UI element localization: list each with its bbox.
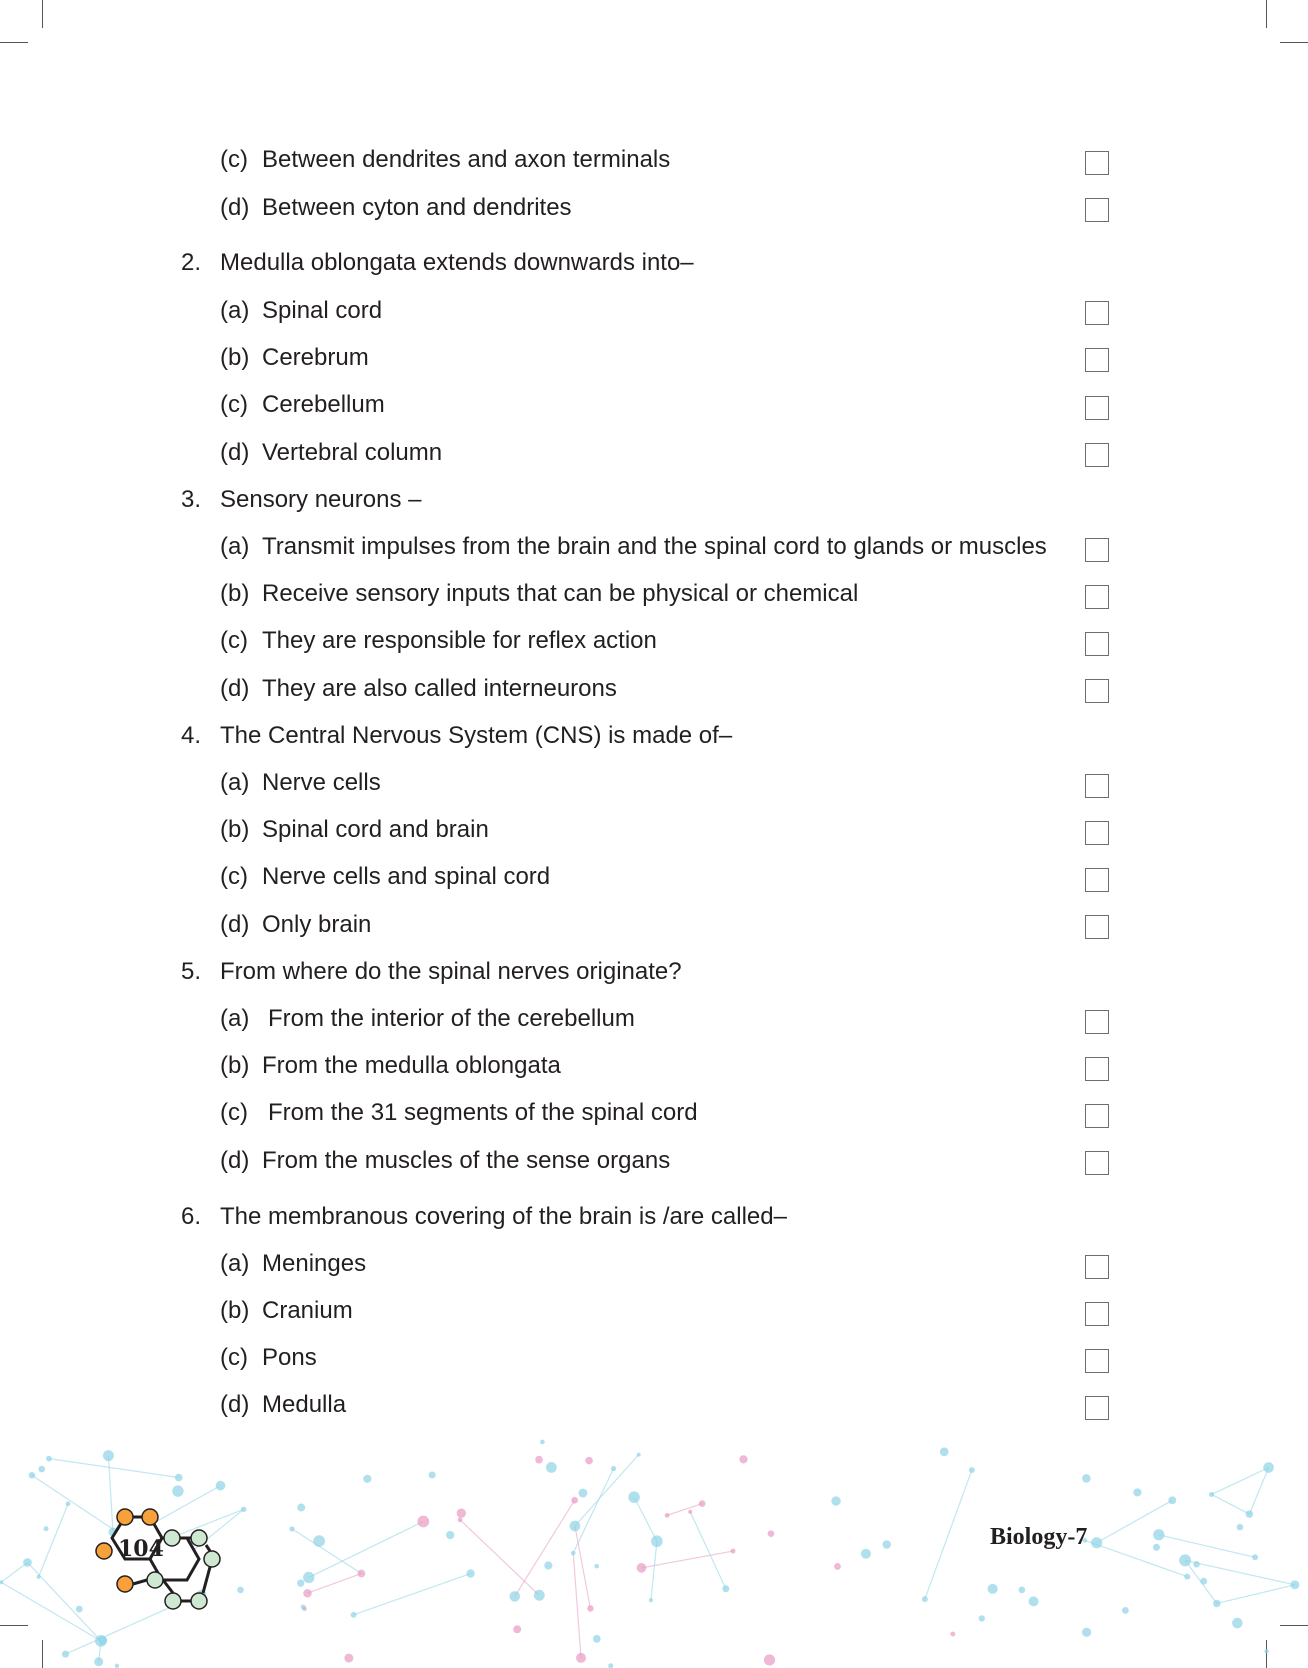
option-label: (c) (220, 1099, 248, 1126)
network-node (768, 1530, 775, 1537)
answer-checkbox[interactable] (1085, 396, 1109, 420)
question-number: 3. (181, 486, 202, 513)
network-link (1212, 1494, 1250, 1514)
network-node (1019, 1587, 1026, 1594)
network-node (882, 1540, 891, 1549)
network-node (731, 1549, 736, 1554)
network-node (637, 1563, 647, 1573)
option-text: Receive sensory inputs that can be physical or chemical (262, 580, 859, 607)
network-node (637, 1453, 641, 1457)
network-node (175, 1474, 183, 1482)
network-node (46, 1456, 52, 1462)
network-link (925, 1470, 972, 1599)
network-link (1159, 1535, 1255, 1558)
network-link (573, 1553, 581, 1658)
network-link (651, 1541, 657, 1600)
option-label: (b) (220, 816, 250, 843)
network-node (457, 1508, 466, 1517)
option-text: Pons (262, 1344, 317, 1371)
option-label: (c) (220, 1344, 248, 1371)
network-node (303, 1572, 314, 1583)
option-label: (a) (220, 297, 250, 324)
network-node (103, 1450, 114, 1461)
network-node (1153, 1544, 1160, 1551)
option-text: From the interior of the cerebellum (268, 1005, 635, 1032)
option-text: Spinal cord and brain (262, 816, 489, 843)
option-text: Cerebrum (262, 344, 369, 371)
answer-checkbox[interactable] (1085, 1151, 1109, 1175)
network-node (950, 1632, 955, 1637)
network-link (1249, 1468, 1268, 1515)
option-text: Meninges (262, 1250, 367, 1277)
question-number: 5. (181, 958, 202, 985)
network-link (39, 1504, 68, 1577)
network-node (834, 1563, 841, 1570)
network-node (570, 1521, 581, 1532)
network-node (446, 1531, 454, 1539)
network-node (578, 1489, 587, 1498)
network-node (1209, 1492, 1214, 1497)
network-node (94, 1657, 103, 1666)
question-text: Sensory neurons – (220, 486, 422, 513)
option-label: (d) (220, 911, 250, 938)
network-link (1, 1582, 101, 1641)
option-label: (b) (220, 1297, 250, 1324)
answer-checkbox[interactable] (1085, 1302, 1109, 1326)
network-node (861, 1549, 871, 1559)
network-node (1264, 1649, 1268, 1653)
answer-checkbox[interactable] (1085, 538, 1109, 562)
network-node (534, 1590, 545, 1601)
option-label: (b) (220, 1052, 250, 1079)
option-text: From the 31 segments of the spinal cord (268, 1099, 698, 1126)
option-label: (a) (220, 1005, 250, 1032)
network-node (303, 1589, 312, 1598)
question-text: The membranous covering of the brain is /are called– (220, 1203, 787, 1230)
option-text: Nerve cells (262, 769, 381, 796)
network-node (688, 1510, 692, 1514)
option-label: (d) (220, 1147, 250, 1174)
network-node (969, 1467, 975, 1473)
option-label: (a) (220, 1250, 250, 1277)
option-label: (c) (220, 627, 248, 654)
answer-checkbox[interactable] (1085, 632, 1109, 656)
network-node (1232, 1618, 1243, 1629)
option-text: They are also called interneurons (262, 675, 617, 702)
network-node (458, 1517, 463, 1522)
option-text: Spinal cord (262, 297, 383, 324)
network-node (699, 1500, 706, 1507)
option-text: Only brain (262, 911, 372, 938)
network-node (665, 1513, 670, 1518)
option-text: Cranium (262, 1297, 353, 1324)
network-node (831, 1496, 840, 1505)
network-node (649, 1598, 653, 1602)
option-text: Transmit impulses from the brain and the spinal cord to glands or muscles (262, 533, 1047, 560)
network-node (1029, 1596, 1039, 1606)
answer-checkbox[interactable] (1085, 1010, 1109, 1034)
network-node (922, 1596, 928, 1602)
network-link (667, 1504, 702, 1516)
network-node (1184, 1574, 1190, 1580)
network-node (651, 1535, 663, 1547)
question-text: Medulla oblongata extends downwards into– (220, 249, 694, 276)
network-node (172, 1485, 183, 1496)
hexagon-badge-icon (92, 1505, 242, 1615)
answer-checkbox[interactable] (1085, 821, 1109, 845)
option-label: (d) (220, 439, 250, 466)
network-node (1082, 1628, 1091, 1637)
page-number: 104 (118, 1536, 164, 1562)
network-node (76, 1606, 83, 1613)
network-node (1133, 1488, 1141, 1496)
network-node (23, 1558, 32, 1567)
network-node (1290, 1580, 1299, 1589)
option-text: From the muscles of the sense organs (262, 1147, 671, 1174)
network-node (510, 1591, 521, 1602)
network-node (1122, 1607, 1129, 1614)
network-link (515, 1500, 575, 1596)
network-node (544, 1561, 552, 1569)
network-node (722, 1585, 729, 1592)
network-node (571, 1497, 578, 1504)
question-number: 2. (181, 249, 202, 276)
answer-checkbox[interactable] (1085, 1255, 1109, 1279)
option-label: (c) (220, 863, 248, 890)
network-node (344, 1654, 353, 1663)
network-node (628, 1491, 640, 1503)
answer-checkbox[interactable] (1085, 301, 1109, 325)
network-node (739, 1455, 747, 1463)
option-label: (b) (220, 344, 250, 371)
answer-checkbox[interactable] (1085, 868, 1109, 892)
network-node (540, 1440, 545, 1445)
network-node (1237, 1524, 1243, 1530)
network-node (29, 1472, 35, 1478)
option-label: (b) (220, 580, 250, 607)
network-node (115, 1664, 119, 1668)
answer-checkbox[interactable] (1085, 915, 1109, 939)
question-text: From where do the spinal nerves originate? (220, 958, 682, 985)
network-node (608, 1663, 613, 1668)
network-node (466, 1569, 474, 1577)
network-node (585, 1457, 593, 1465)
question-number: 6. (181, 1203, 202, 1230)
option-label: (d) (220, 1391, 250, 1418)
network-link (27, 1562, 100, 1640)
option-label: (d) (220, 675, 250, 702)
option-text: Cerebellum (262, 391, 385, 418)
network-link (573, 1469, 613, 1554)
network-link (634, 1497, 657, 1541)
option-text: From the medulla oblongata (262, 1052, 561, 1079)
option-label: (d) (220, 194, 250, 221)
network-node (576, 1653, 586, 1663)
network-link (1217, 1585, 1295, 1604)
network-node (363, 1475, 371, 1483)
network-node (513, 1625, 521, 1633)
option-text: They are responsible for reflex action (262, 627, 657, 654)
option-text: Between dendrites and axon terminals (262, 146, 671, 173)
network-node (1200, 1578, 1207, 1585)
answer-checkbox[interactable] (1085, 443, 1109, 467)
network-node (358, 1570, 366, 1578)
network-node (1153, 1529, 1164, 1540)
answer-checkbox[interactable] (1085, 585, 1109, 609)
answer-checkbox[interactable] (1085, 1349, 1109, 1373)
answer-checkbox[interactable] (1085, 679, 1109, 703)
network-node (351, 1612, 357, 1618)
network-node (1168, 1496, 1176, 1504)
option-text: Nerve cells and spinal cord (262, 863, 551, 890)
network-node (429, 1471, 436, 1478)
network-node (1246, 1510, 1254, 1518)
network-node (289, 1526, 294, 1531)
network-node (216, 1481, 226, 1491)
option-text: Between cyton and dendrites (262, 194, 572, 221)
network-node (95, 1635, 107, 1647)
question-text: The Central Nervous System (CNS) is made of– (220, 722, 733, 749)
network-node (940, 1447, 949, 1456)
network-link (309, 1522, 424, 1578)
network-node (587, 1605, 593, 1611)
network-node (38, 1466, 45, 1473)
network-node (44, 1526, 49, 1531)
network-link (49, 1459, 179, 1478)
answer-checkbox[interactable] (1085, 151, 1109, 175)
answer-checkbox[interactable] (1085, 198, 1109, 222)
network-node (1193, 1561, 1199, 1567)
network-node (764, 1654, 775, 1665)
network-node (1263, 1462, 1274, 1473)
network-node (1213, 1600, 1220, 1607)
option-label: (c) (220, 146, 248, 173)
network-node (594, 1564, 599, 1569)
option-text: Vertebral column (262, 439, 443, 466)
network-node (297, 1580, 304, 1587)
option-label: (a) (220, 769, 250, 796)
network-node (313, 1535, 325, 1547)
network-node (1179, 1554, 1191, 1566)
answer-checkbox[interactable] (1085, 774, 1109, 798)
answer-checkbox[interactable] (1085, 348, 1109, 372)
network-link (460, 1520, 539, 1595)
network-node (546, 1462, 557, 1473)
network-node (979, 1615, 985, 1621)
network-node (1252, 1554, 1258, 1560)
network-link (1212, 1468, 1269, 1495)
network-node (611, 1466, 616, 1471)
option-label: (c) (220, 391, 248, 418)
network-node (1091, 1537, 1102, 1548)
book-title: Biology-7 (990, 1524, 1088, 1550)
network-link (354, 1574, 471, 1615)
network-link (1, 1562, 27, 1582)
network-node (62, 1651, 69, 1658)
network-node (301, 1605, 306, 1610)
network-link (690, 1512, 726, 1589)
network-node (1082, 1474, 1091, 1483)
option-label: (a) (220, 533, 250, 560)
network-link (292, 1529, 361, 1574)
network-link (575, 1526, 591, 1608)
option-text: Medulla (262, 1391, 347, 1418)
answer-checkbox[interactable] (1085, 1057, 1109, 1081)
network-node (571, 1551, 576, 1556)
network-node (66, 1501, 71, 1506)
question-number: 4. (181, 722, 202, 749)
network-node (297, 1504, 305, 1512)
answer-checkbox[interactable] (1085, 1104, 1109, 1128)
network-node (535, 1456, 543, 1464)
network-node (593, 1635, 601, 1643)
network-node (37, 1575, 41, 1579)
network-link (307, 1573, 361, 1593)
network-node (417, 1516, 429, 1528)
network-node (988, 1584, 998, 1594)
